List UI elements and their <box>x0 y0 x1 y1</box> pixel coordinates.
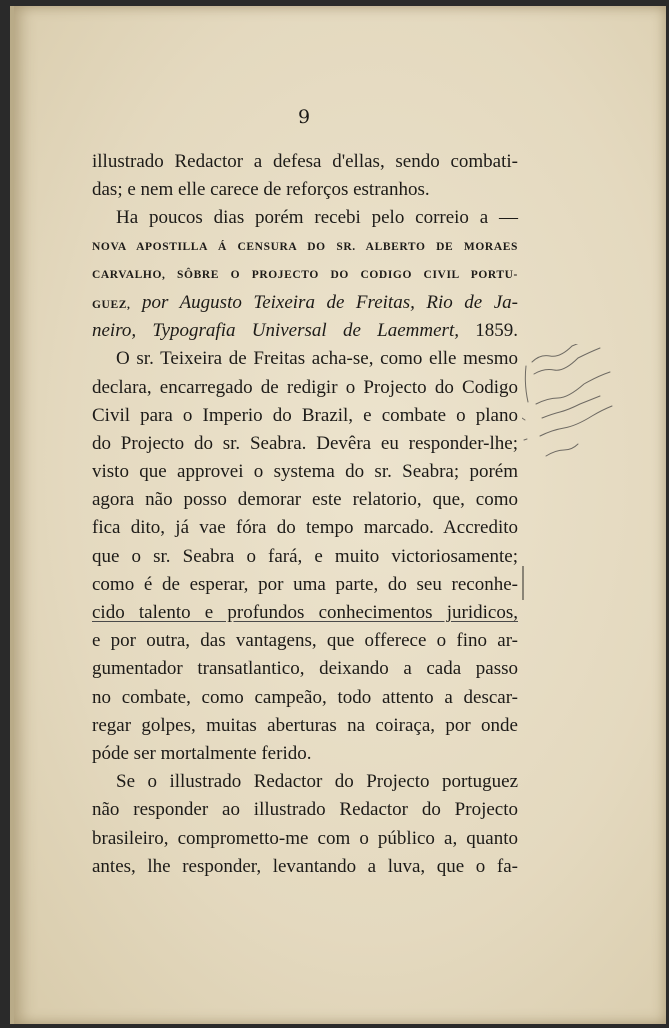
text-line: O sr. Teixeira de Freitas acha-se, como elle mesmo <box>116 348 518 370</box>
text-line-mixed <box>92 289 518 317</box>
text-line: não responder ao illustrado Redactor do Projecto <box>92 799 518 821</box>
text-line: que o sr. Seabra o fará, e muito victoriosamente; <box>92 545 518 567</box>
text-line: declara, encarregado de redigir o Projecto do Codigo <box>92 376 518 398</box>
text-line: regar golpes, muitas aberturas na coiraça, por onde <box>92 714 518 736</box>
smallcaps-fragment: GUEZ, <box>92 298 131 311</box>
text-line: das; e nem elle carece de reforços estranhos. <box>92 179 430 201</box>
margin-mark <box>522 566 524 600</box>
text-line: Se o illustrado Redactor do Projecto portuguez <box>116 771 518 793</box>
text-line-underlined: cido talento e profundos conhecimentos juridicos, <box>92 602 518 623</box>
text-line: illustrado Redactor a defesa d'ellas, sendo combati- <box>92 151 518 172</box>
text-line: agora não posso demorar este relatorio, que, como <box>92 489 518 511</box>
italic-fragment: neiro, Typografia Universal de Laemmert, <box>92 320 459 342</box>
text-line: como é de esperar, por uma parte, do seu reconhe- <box>92 573 518 595</box>
text-line: do Projecto do sr. Seabra. Devêra eu responder-lhe; <box>92 432 518 454</box>
text-line: no combate, como campeão, todo attento a descar- <box>92 686 518 708</box>
text-line: e por outra, das vantagens, que offerece o fino ar- <box>92 630 518 652</box>
text-line-mixed <box>92 317 518 345</box>
text-line: CARVALHO, SÔBRE O PROJECTO DO CODIGO CIVIL PORTU- <box>92 268 518 281</box>
text-line: NOVA APOSTILLA Á CENSURA DO SR. ALBERTO DE MORAES <box>92 240 518 253</box>
text-line: póde ser mortalmente ferido. <box>92 742 312 764</box>
text-line: gumentador transatlantico, deixando a cada passo <box>92 658 518 680</box>
year-fragment: 1859. <box>475 320 519 342</box>
text-line: Civil para o Imperio do Brazil, e combate o plano <box>92 404 518 426</box>
body-text <box>92 148 518 881</box>
text-line: brasileiro, comprometto-me com o público a, quanto <box>92 827 518 849</box>
text-line: Ha poucos dias porém recebi pelo correio a — <box>116 207 518 229</box>
page-number: 9 <box>297 106 311 128</box>
text-line: fica dito, já vae fóra do tempo marcado. Accredito <box>92 517 518 539</box>
book-page <box>10 6 666 1024</box>
text-line: visto que approvei o systema do sr. Seabra; porém <box>92 461 518 483</box>
handwritten-marginalia <box>522 344 642 484</box>
italic-fragment: por Augusto Teixeira de Freitas, Rio de Ja- <box>142 291 518 313</box>
text-line: antes, lhe responder, levantando a luva, que o fa- <box>92 855 518 877</box>
